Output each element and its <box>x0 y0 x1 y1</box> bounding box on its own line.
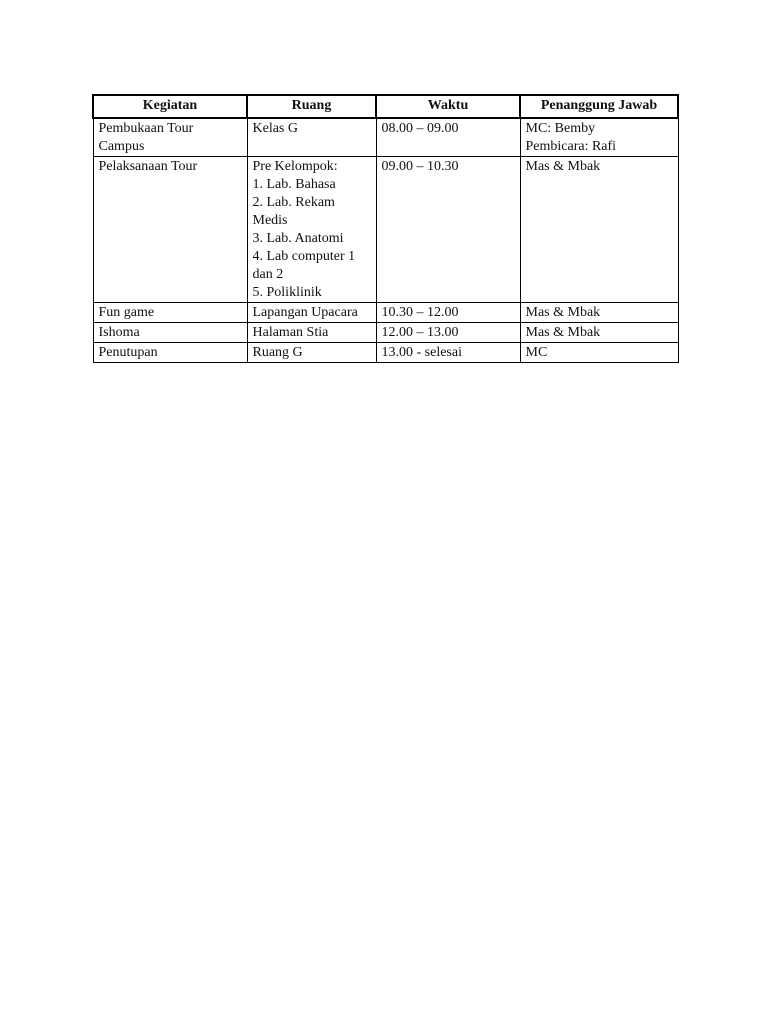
cell-text-line: Fun game <box>98 305 155 320</box>
table-row <box>93 303 678 323</box>
cell-waktu <box>376 303 520 323</box>
header-row <box>93 95 678 118</box>
cell-text-line: 3. Lab. Anatomi <box>252 231 344 246</box>
cell-waktu <box>376 323 520 343</box>
table-body <box>93 118 678 363</box>
cell-text-line: Pembicara: Rafi <box>525 139 617 154</box>
table-row <box>93 323 678 343</box>
cell-text-line: Penutupan <box>98 345 158 360</box>
cell-text-line: 5. Poliklinik <box>252 285 322 300</box>
cell-text-line: Halaman Stia <box>252 325 329 340</box>
cell-text-line: 13.00 - selesai <box>381 345 462 360</box>
table-row <box>93 343 678 363</box>
cell-waktu <box>376 343 520 363</box>
cell-text-line: Medis <box>252 213 288 228</box>
cell-text-line: MC <box>525 345 548 360</box>
cell-text-line: Pelaksanaan Tour <box>98 159 198 174</box>
cell-text-line: Ishoma <box>98 325 140 340</box>
table-row <box>93 118 678 157</box>
cell-kegiatan <box>93 118 247 157</box>
cell-ruang <box>247 118 376 157</box>
cell-ruang <box>247 343 376 363</box>
cell-waktu <box>376 118 520 157</box>
cell-kegiatan <box>93 303 247 323</box>
cell-kegiatan <box>93 157 247 303</box>
cell-text-line: 2. Lab. Rekam <box>252 195 335 210</box>
cell-penanggung-jawab <box>520 323 678 343</box>
table-row <box>93 157 678 303</box>
header-kegiatan: Kegiatan <box>93 95 247 118</box>
cell-text-line: Campus <box>98 139 145 154</box>
cell-text-line: Mas & Mbak <box>525 325 601 340</box>
header-penanggung-jawab: Penanggung Jawab <box>520 95 678 118</box>
cell-text-line: MC: Bemby <box>525 121 596 136</box>
cell-text-line: dan 2 <box>252 267 284 282</box>
header-waktu: Waktu <box>376 95 520 118</box>
cell-text-line: Pembukaan Tour <box>98 121 194 136</box>
cell-text-line: Ruang G <box>252 345 303 360</box>
cell-penanggung-jawab <box>520 303 678 323</box>
cell-text-line: Pre Kelompok: <box>252 159 338 174</box>
cell-text-line: 10.30 – 12.00 <box>381 305 459 320</box>
cell-text-line: 09.00 – 10.30 <box>381 159 459 174</box>
cell-ruang <box>247 157 376 303</box>
cell-text-line: Lapangan Upacara <box>252 305 358 320</box>
cell-ruang <box>247 323 376 343</box>
cell-text-line: 1. Lab. Bahasa <box>252 177 336 192</box>
cell-penanggung-jawab <box>520 343 678 363</box>
cell-text-line: 08.00 – 09.00 <box>381 121 459 136</box>
cell-ruang <box>247 303 376 323</box>
cell-penanggung-jawab <box>520 118 678 157</box>
cell-text-line: Mas & Mbak <box>525 305 601 320</box>
cell-kegiatan <box>93 323 247 343</box>
cell-kegiatan <box>93 343 247 363</box>
cell-penanggung-jawab <box>520 157 678 303</box>
cell-text-line: Kelas G <box>252 121 298 136</box>
schedule-table <box>92 94 679 363</box>
table-header <box>93 95 678 118</box>
header-ruang: Ruang <box>247 95 376 118</box>
cell-text-line: Mas & Mbak <box>525 159 601 174</box>
cell-waktu <box>376 157 520 303</box>
cell-text-line: 4. Lab computer 1 <box>252 249 356 264</box>
cell-text-line: 12.00 – 13.00 <box>381 325 459 340</box>
